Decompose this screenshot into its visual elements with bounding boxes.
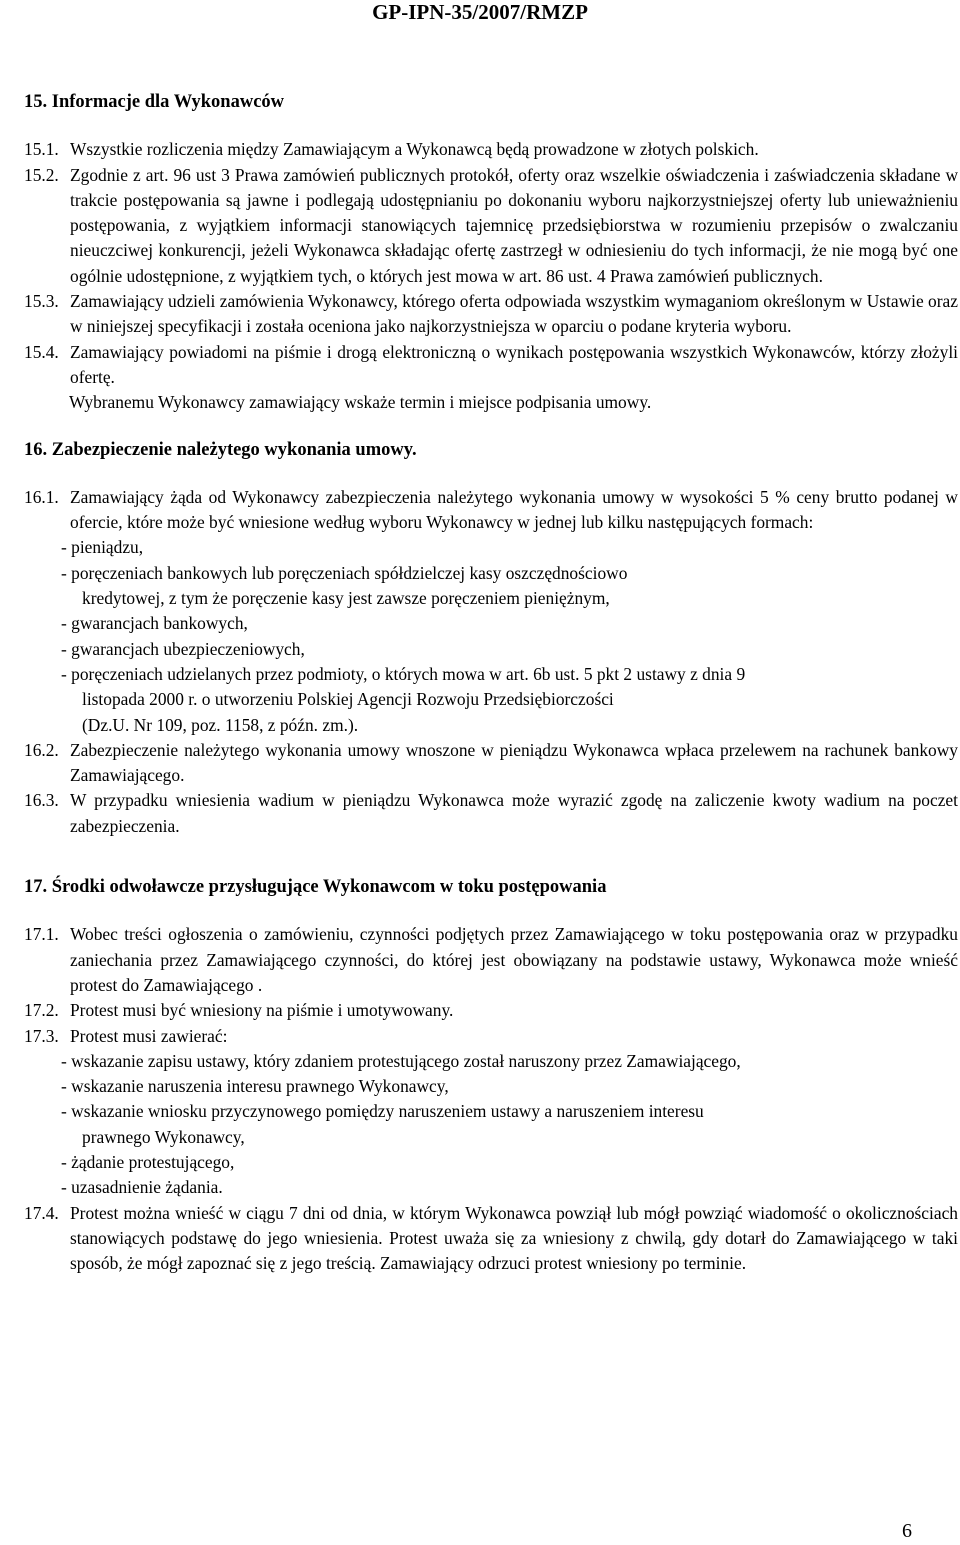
list-item-continuation: listopada 2000 r. o utworzeniu Polskiej Agencji Rozwoju Przedsiębiorczości	[82, 689, 614, 710]
paragraph-text: Zamawiający udzieli zamówienia Wykonawcy, którego oferta odpowiada wszystkim wymaganiom określonym w Ustawie oraz w niniejszej specyfikacji i została oceniona jako najkorzystniejsza w oparciu o podane kryteria wyboru.	[70, 291, 958, 337]
paragraph-text: Zamawiający powiadomi na piśmie i drogą elektroniczną o wynikach postępowania wszystkich Wykonawców, którzy złożyli ofertę.	[70, 341, 958, 387]
paragraph-number: 15.3.	[24, 291, 59, 312]
list-item: - wskazanie naruszenia interesu prawnego Wykonawcy,	[61, 1076, 449, 1097]
paragraph-text: W przypadku wniesienia wadium w pieniądzu Wykonawca może wyrazić zgodę na zaliczenie kwoty wadium na poczet zabezpieczenia.	[70, 790, 958, 836]
paragraph-15-1	[24, 137, 958, 162]
paragraph-number: 16.1.	[24, 486, 59, 507]
paragraph-text: Wobec treści ogłoszenia o zamówieniu, czynności podjętych przez Zamawiającego w toku postępowania oraz w przypadku zaniechania przez Zamawiającego czynności, do której jest obowiązany na podstawie ustawy, Wykonawca może wnieść protest do Zamawiającego .	[70, 924, 958, 995]
paragraph-16-1	[24, 485, 958, 536]
list-item: - poręczeniach bankowych lub poręczeniach spółdzielczej kasy oszczędnościowo	[61, 562, 628, 583]
paragraph-number: 17.1.	[24, 924, 59, 945]
section-16-title: 16. Zabezpieczenie należytego wykonania umowy.	[24, 439, 417, 460]
paragraph-17-4	[24, 1201, 958, 1277]
list-item: - gwarancjach ubezpieczeniowych,	[61, 638, 305, 659]
section-17-title: 17. Środki odwoławcze przysługujące Wykonawcom w toku postępowania	[24, 877, 607, 898]
list-item-continuation: (Dz.U. Nr 109, poz. 1158, z późn. zm.).	[82, 714, 359, 735]
page-number: 6	[902, 1520, 912, 1542]
paragraph-number: 16.3.	[24, 790, 59, 811]
paragraph-number: 17.2.	[24, 1000, 59, 1021]
paragraph-text: Protest musi zawierać:	[70, 1025, 228, 1046]
paragraph-number: 16.2.	[24, 739, 59, 760]
paragraph-number: 15.2.	[24, 164, 59, 185]
paragraph-text: Wszystkie rozliczenia między Zamawiającym a Wykonawcą będą prowadzone w złotych polskich.	[70, 139, 759, 160]
paragraph-text: Zabezpieczenie należytego wykonania umowy wnoszone w pieniądzu Wykonawca wpłaca przelewem na rachunek bankowy Zamawiającego.	[70, 739, 958, 786]
list-item: - gwarancjach bankowych,	[61, 613, 248, 634]
paragraph-text: Protest można wnieść w ciągu 7 dni od dnia, w którym Wykonawca powziął lub mógł powziąć wiadomość o okolicznościach stanowiących podstawę do jego wniesienia. Protest uważa się za wniesiony z chwilą, gdy dotarł do Zamawiającego w taki sposób, że mógł zapoznać się z jego treścią. Zamawiający odrzuci protest wniesiony po terminie.	[70, 1202, 958, 1274]
paragraph-text: Zamawiający żąda od Wykonawcy zabezpieczenia należytego wykonania umowy w wysokości 5 % ceny brutto podanej w ofercie, które może być wniesione według wyboru Wykonawcy w jednej lub kilku następujących formach:	[70, 486, 958, 533]
document-body	[24, 90, 958, 1276]
paragraph-15-3	[24, 289, 958, 340]
paragraph-16-3	[24, 788, 958, 839]
list-item: - wskazanie zapisu ustawy, który zdaniem protestującego został naruszony przez Zamawiającego,	[61, 1050, 741, 1071]
paragraph-text: Protest musi być wniesiony na piśmie i umotywowany.	[70, 1000, 454, 1021]
paragraph-17-1	[24, 922, 958, 998]
document-header: GP-IPN-35/2007/RMZP	[372, 0, 588, 24]
paragraph-text: Zgodnie z art. 96 ust 3 Prawa zamówień publicznych protokół, oferty oraz wszelkie oświadczenia i zaświadczenia składane w trakcie postępowania są jawne i podlegają udostępnianiu po dokonaniu wyboru najkorzystniejszej oferty lub unieważnieniu postępowania, z wyjątkiem informacji stanowiących tajemnicę przedsiębiorstwa w rozumieniu przepisów o zwalczaniu nieuczciwej konkurencji, jeżeli Wykonawca składając ofertę zastrzegł w odniesieniu do tych informacji, że nie mogą być one ogólnie udostępnione, z wyjątkiem tych, o których jest mowa w art. 86 ust. 4 Prawa zamówień publicznych.	[70, 164, 958, 286]
paragraph-number: 17.4.	[24, 1202, 59, 1223]
paragraph-number: 15.4.	[24, 341, 59, 362]
list-item: - wskazanie wniosku przyczynowego pomiędzy naruszeniem ustawy a naruszeniem interesu	[61, 1101, 704, 1122]
list-item: - pieniądzu,	[61, 537, 144, 558]
paragraph-16-2	[24, 738, 958, 789]
list-item: - żądanie protestującego,	[61, 1151, 235, 1172]
paragraph-15-4	[24, 340, 958, 391]
list-item-continuation: kredytowej, z tym że poręczenie kasy jest zawsze poręczeniem pieniężnym,	[82, 588, 610, 609]
paragraph-17-3	[24, 1024, 958, 1049]
paragraph-number: 15.1.	[24, 139, 59, 160]
paragraph-text: Wybranemu Wykonawcy zamawiający wskaże termin i miejsce podpisania umowy.	[69, 392, 652, 413]
list-item: - uzasadnienie żądania.	[61, 1177, 223, 1198]
list-item: - poręczeniach udzielanych przez podmioty, o których mowa w art. 6b ust. 5 pkt 2 ustawy z dnia 9	[61, 663, 746, 684]
paragraph-15-2	[24, 163, 958, 289]
paragraph-17-2	[24, 998, 958, 1023]
list-item-continuation: prawnego Wykonawcy,	[82, 1126, 245, 1147]
section-15-title: 15. Informacje dla Wykonawców	[24, 92, 285, 112]
paragraph-number: 17.3.	[24, 1025, 59, 1046]
